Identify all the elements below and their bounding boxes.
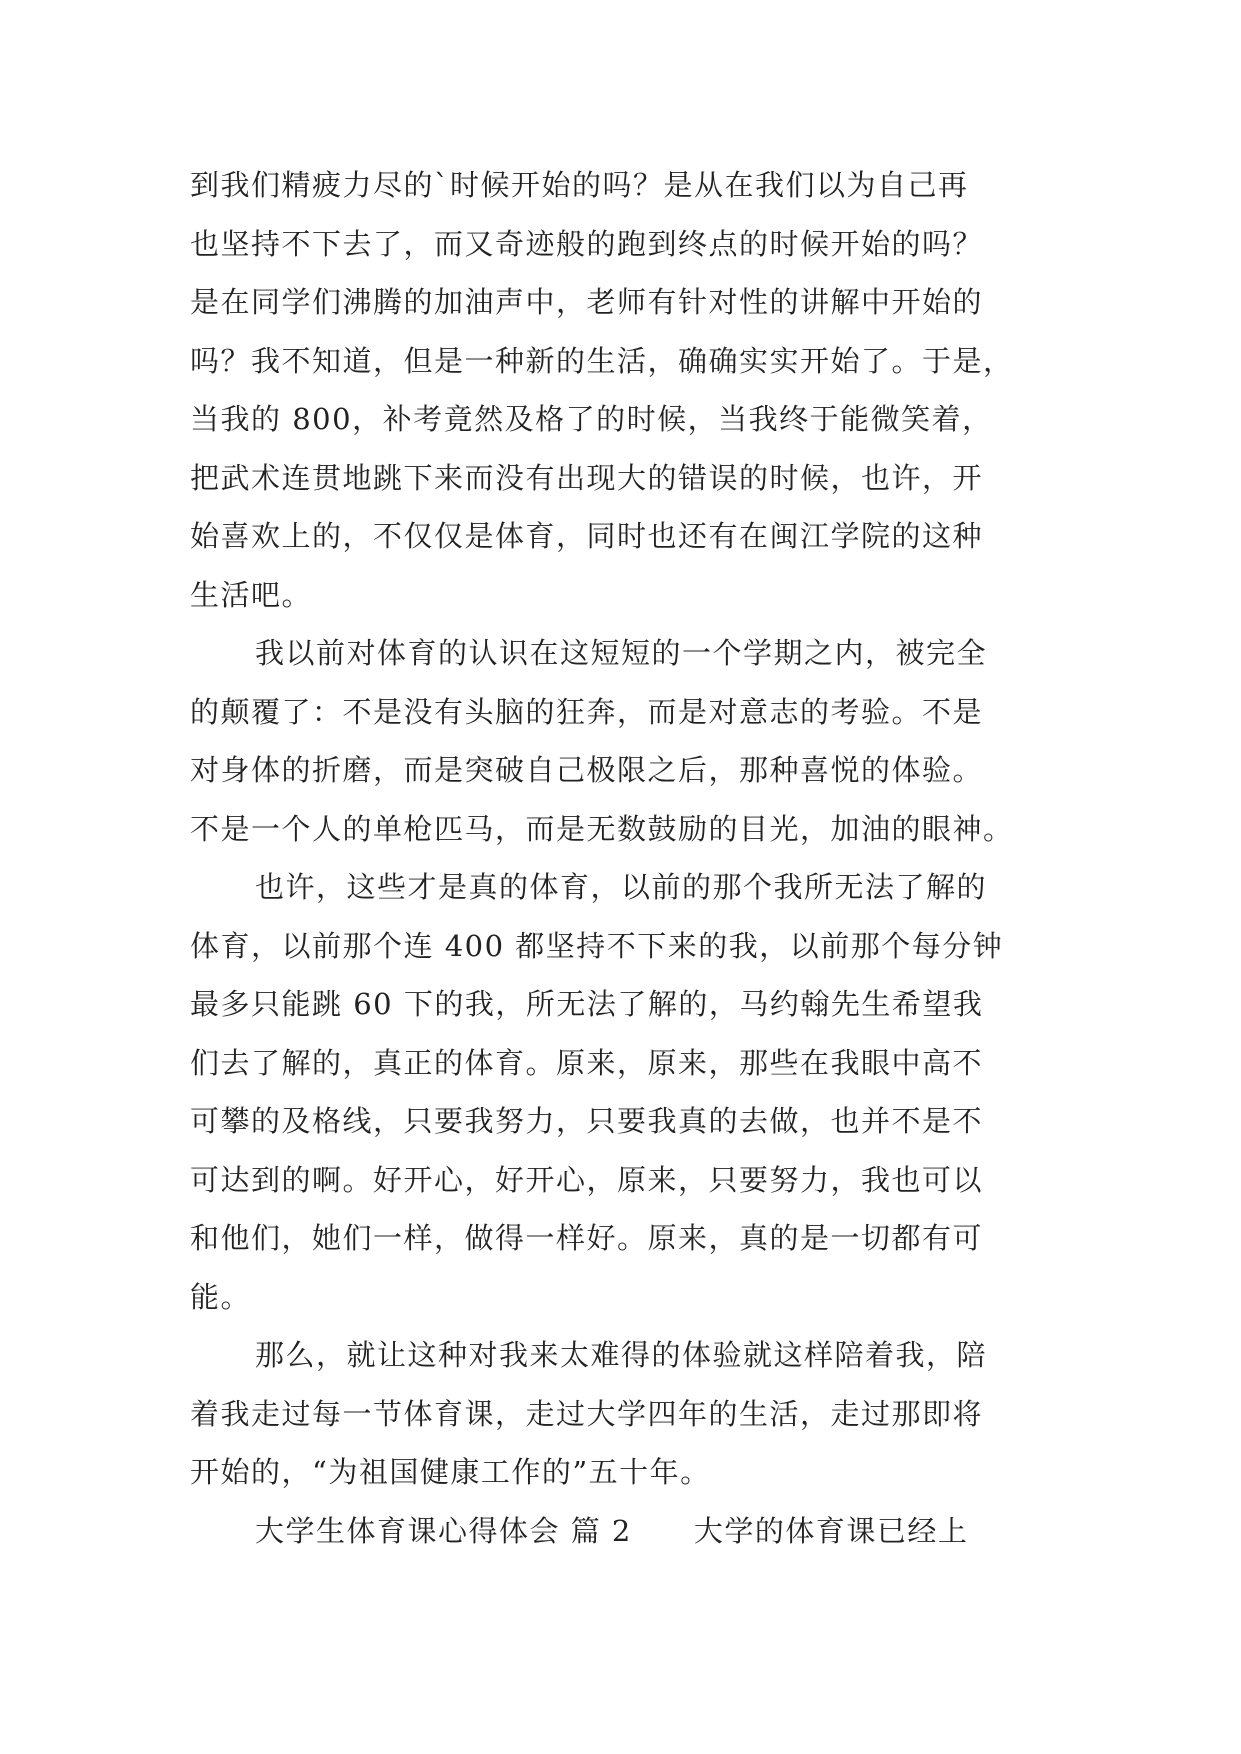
body-text bbox=[190, 156, 1070, 1560]
text-line: 始喜欢上的，不仅仅是体育，同时也还有在闽江学院的这种 bbox=[190, 519, 984, 553]
text-line: 我以前对体育的认识在这短短的一个学期之内，被完全 bbox=[255, 636, 988, 670]
text-line: 体育，以前那个连 400 都坚持不下来的我，以前那个每分钟 bbox=[190, 928, 1004, 963]
text-line: 可达到的啊。好开心，好开心，原来，只要努力，我也可以 bbox=[190, 1162, 984, 1197]
text-line: 着我走过每一节体育课，走过大学四年的生活，走过那即将 bbox=[190, 1396, 984, 1431]
text-line: 那么，就让这种对我来太难得的体验就这样陪着我，陪 bbox=[255, 1338, 988, 1372]
text-line: 和他们，她们一样，做得一样好。原来，真的是一切都有可 bbox=[190, 1221, 984, 1255]
text-line: 也坚持不下去了，而又奇迹般的跑到终点的时候开始的吗？ bbox=[190, 226, 984, 261]
text-line: 开始的，“为祖国健康工作的”五十年。 bbox=[190, 1455, 711, 1489]
text-line: 能。 bbox=[190, 1279, 252, 1314]
heading-continuation: 大学的体育课已经上 bbox=[693, 1513, 969, 1548]
text-line: 们去了解的，真正的体育。原来，原来，那些在我眼中高不 bbox=[190, 1045, 984, 1080]
section-heading: 大学生体育课心得体会 篇 2 bbox=[255, 1513, 632, 1548]
text-line: 当我的 800，补考竟然及格了的时候，当我终于能微笑着， bbox=[190, 402, 993, 436]
text-line: 也许，这些才是真的体育，以前的那个我所无法了解的 bbox=[255, 870, 988, 904]
section-heading-line bbox=[190, 1502, 1070, 1561]
text-line: 到我们精疲力尽的`时候开始的吗？是从在我们以为自己再 bbox=[190, 168, 969, 202]
text-line: 是在同学们沸腾的加油声中，老师有针对性的讲解中开始的 bbox=[190, 285, 984, 319]
text-line: 吗？我不知道，但是一种新的生活，确确实实开始了。于是， bbox=[190, 343, 1014, 378]
text-line: 对身体的折磨，而是突破自己极限之后，那种喜悦的体验。 bbox=[190, 753, 984, 787]
text-line: 最多只能跳 60 下的我，所无法了解的，马约翰先生希望我 bbox=[190, 987, 984, 1021]
text-line: 生活吧。 bbox=[190, 577, 313, 612]
text-line: 可攀的及格线，只要我努力，只要我真的去做，也并不是不 bbox=[190, 1104, 984, 1138]
text-line: 不是一个人的单枪匹马，而是无数鼓励的目光，加油的眼神。 bbox=[190, 811, 1014, 846]
text-line: 把武术连贯地跳下来而没有出现大的错误的时候，也许，开 bbox=[190, 460, 984, 495]
text-line: 的颠覆了：不是没有头脑的狂奔，而是对意志的考验。不是 bbox=[190, 694, 984, 729]
